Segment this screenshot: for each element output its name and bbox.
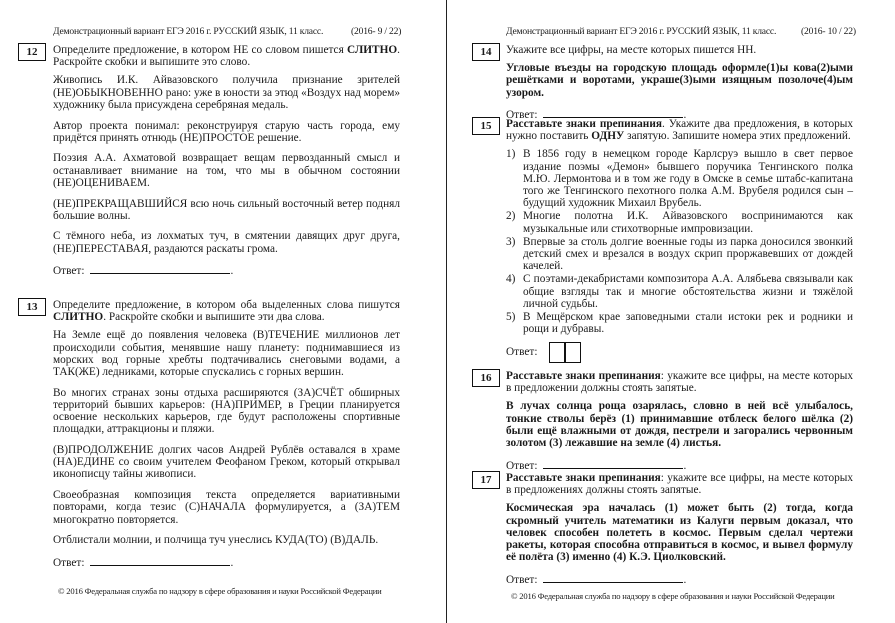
text-segment: Определите предложение, в котором оба выделенных слова пишутся — [53, 299, 400, 311]
list-item — [506, 311, 853, 335]
question-paragraph — [53, 152, 400, 189]
list-item-number: 2) — [506, 210, 516, 223]
question-paragraph — [53, 120, 400, 144]
text-segment: Определите предложение, в котором НЕ со словом пишется — [53, 44, 347, 56]
answer-period: . — [683, 573, 687, 586]
question-paragraph — [53, 444, 400, 481]
question-number-box: 14 — [472, 43, 500, 61]
answer-line[interactable] — [90, 263, 230, 274]
bold-text: Расставьте знаки препинания — [506, 472, 661, 484]
page-left — [0, 0, 446, 623]
text-segment: На Земле ещё до появления человека (В)ТЕЧЕНИЕ миллионов лет происходили события, менявшие нашу планету: поднимавшиеся из морских вод горные хребты подтачивались снеговыми водами, а ТАК(ЖЕ) ледниками, которые спускались с горных вершин. — [53, 329, 400, 379]
question-instruction — [506, 472, 853, 496]
list-item-text: В 1856 году в немецком городе Карлсруэ вышло в свет первое издание поэмы «Демон» бывшего поручика Тенгинского полка М.Ю. Лермонтова и в том же году в Омске в семье штабс-капитана того же Тенгинского пехотного полка А.М. Врубеля родился сын – будущий художник Михаил Врубель. — [523, 148, 853, 210]
answer-row — [53, 263, 400, 277]
header-page-number: (2016- 10 / 22) — [801, 26, 856, 37]
page-footer: © 2016 Федеральная служба по надзору в сфере образования и науки Российской Федерации — [511, 591, 835, 601]
answer-row — [53, 555, 400, 569]
text-segment: . Раскройте скобки и выпишите это слово. — [53, 44, 400, 69]
text-segment: (НЕ)ПРЕКРАЩАВШИЙСЯ всю ночь сильный восточный ветер поднял большие волны. — [53, 197, 400, 222]
question-paragraph — [506, 400, 853, 449]
header-title: Демонстрационный вариант ЕГЭ 2016 г. РУССКИЙ ЯЗЫК, 11 класс. — [53, 26, 324, 37]
question-instruction — [53, 44, 400, 68]
answer-line[interactable] — [90, 555, 230, 566]
list-item — [506, 273, 853, 310]
bold-text: ОДНУ — [591, 130, 625, 143]
text-segment: Во многих странах зоны отдыха расширяются (ЗА)СЧЁТ обширных территорий бывших карьеров: (НА)ПРИМЕР, в Греции планируется освоение нескольких карьеров, где будут расположены спортивные площадки, аттракционы и пляжи. — [53, 386, 400, 436]
bold-text: Расставьте знаки препинания — [506, 118, 662, 130]
text-segment: Поэзия А.А. Ахматовой возвращает вещам первозданный смысл и останавливает внимание на том, что мы в обычном состоянии (НЕ)ОЦЕНИВАЕМ. — [53, 152, 400, 189]
list-item — [506, 210, 853, 234]
question-paragraph — [53, 198, 400, 222]
bold-text: Угловые въезды на городскую площадь оформле(1)ы кова(2)ыми решётками и воротами, украше(3)ыми изящным позолоче(4)ым узором. — [506, 62, 853, 99]
bold-text: СЛИТНО — [53, 311, 104, 324]
answer-label: Ответ: — [506, 459, 538, 472]
list-item-text: Многие полотна И.К. Айвазовского воспринимаются как музыкальные или стихотворные импровизации. — [523, 210, 853, 235]
answer-boxes[interactable] — [549, 342, 581, 363]
question-paragraph — [53, 489, 400, 526]
header-page-number: (2016- 9 / 22) — [351, 26, 402, 37]
question-number-box: 16 — [472, 369, 500, 387]
question-13 — [53, 299, 400, 578]
answer-label: Ответ: — [53, 556, 85, 569]
list-item-number: 1) — [506, 148, 516, 161]
text-segment: Отблистали молнии, и полчища туч унеслись КУДА(ТО) (В)ДАЛЬ. — [53, 534, 379, 547]
answer-period: . — [230, 265, 234, 278]
question-paragraph — [53, 329, 400, 378]
page-right — [446, 0, 895, 623]
list-item — [506, 236, 853, 273]
question-instruction — [506, 118, 853, 142]
list-item-number: 4) — [506, 273, 516, 286]
question-paragraph — [53, 230, 400, 254]
text-segment: . Укажите два предложения, в которых нужно поставить — [506, 118, 853, 143]
text-segment: Укажите все цифры, на месте которых пишется НН. — [506, 44, 757, 56]
text-segment: запятую. Запишите номера этих предложений. — [624, 130, 851, 143]
bold-text: В лучах солнца роща озарялась, словно в ней всё улыбалось, тонкие стволы берёз (1) принимавшие отблеск белого шёлка (2) были ещё влажными от дождя, пестрели и загорались червонным золотом (3) лежавшие на земле (4) листья. — [506, 400, 853, 450]
text-segment: Своеобразная композиция текста определяется вариативными повторами, когда тезис (С)НАЧАЛА формулируется, а (ЗА)ТЕМ многократно повторяется. — [53, 489, 400, 526]
page-header — [53, 26, 402, 37]
answer-row — [506, 342, 853, 363]
text-segment: : укажите все цифры, на месте которых в предложении должны стоять запятые. — [506, 370, 853, 395]
answer-row — [506, 572, 853, 586]
list-item — [506, 148, 853, 209]
header-title: Демонстрационный вариант ЕГЭ 2016 г. РУССКИЙ ЯЗЫК, 11 класс. — [506, 26, 777, 37]
question-paragraph — [53, 74, 400, 111]
text-segment: . Раскройте скобки и выпишите эти два слова. — [103, 311, 325, 324]
answer-line[interactable] — [543, 572, 683, 583]
question-paragraph — [506, 62, 853, 99]
answer-period: . — [230, 556, 234, 569]
answer-row — [506, 458, 853, 472]
question-paragraph — [53, 534, 400, 546]
list-item-text: Впервые за столь долгие военные годы из парка доносился звонкий детский смех и врезался в воздух скрип проржавевших от дождей качелей. — [523, 235, 853, 273]
list-item-number: 3) — [506, 235, 516, 248]
question-number-box: 15 — [472, 117, 500, 135]
answer-line[interactable] — [543, 458, 683, 469]
question-16 — [506, 370, 853, 480]
text-segment: Автор проекта понимал: реконструируя старую часть города, ему придётся принять отнюдь (НЕ)ПРОСТОЕ решение. — [53, 119, 400, 144]
answer-line[interactable] — [543, 107, 683, 118]
answer-label: Ответ: — [53, 265, 85, 278]
question-paragraph — [53, 387, 400, 436]
list-item-number: 5) — [506, 311, 516, 324]
answer-label: Ответ: — [506, 346, 538, 359]
question-number-box: 13 — [18, 298, 46, 316]
question-paragraph — [506, 502, 853, 563]
answer-label: Ответ: — [506, 109, 538, 122]
question-instruction — [506, 44, 853, 56]
text-segment: С тёмного неба, из лохматых туч, в смятении давящих друг друга, (НЕ)ПЕРЕСТАВАЯ, раздаются раскаты грома. — [53, 230, 400, 255]
question-12 — [53, 44, 400, 286]
sentence-list — [506, 148, 853, 335]
bold-text: Космическая эра началась (1) может быть (2) тогда, когда скромный учитель математики из Калуги первым доказал, что человек способен полететь в космос. Первым сделал чертежи ракеты, которая способна отправиться в космос, и вывел формулу её полёта (3) именно (4) К.Э. Циолковский. — [506, 502, 853, 564]
list-item-text: В Мещёрском крае заповедными стали истоки рек и родники и рощи и дубравы. — [523, 311, 853, 336]
question-15 — [506, 118, 853, 372]
text-segment: Живопись И.К. Айвазовского получила признание зрителей (НЕ)ОБЫКНОВЕННО рано: уже в юности за этюд «Воздух над морем» художнику была присуждена серебряная медаль. — [53, 74, 400, 111]
question-instruction — [53, 299, 400, 323]
page-header — [506, 26, 856, 37]
bold-text: Расставьте знаки препинания — [506, 370, 661, 382]
question-17 — [506, 472, 853, 595]
bold-text: СЛИТНО — [346, 44, 398, 56]
page-footer: © 2016 Федеральная служба по надзору в сфере образования и науки Российской Федерации — [58, 586, 382, 596]
answer-period: . — [683, 459, 687, 472]
question-instruction — [506, 370, 853, 394]
text-segment: (В)ПРОДОЛЖЕНИЕ долгих часов Андрей Рублёв оставался в храме (НА)ЕДИНЕ со своим учителем Феофаном Греком, который открывал иконописцу тайны живописи. — [53, 444, 400, 481]
question-number-box: 17 — [472, 471, 500, 489]
text-segment: : укажите все цифры, на месте которых в предложениях должны стоять запятые. — [506, 472, 853, 497]
answer-label: Ответ: — [506, 573, 538, 586]
list-item-text: С поэтами-декабристами композитора А.А. Алябьева связывали как общие взгляды так и многие обстоятельства жизни и тяжёлой личной судьбы. — [523, 273, 853, 310]
question-number-box: 12 — [18, 43, 46, 61]
answer-period: . — [683, 109, 687, 122]
